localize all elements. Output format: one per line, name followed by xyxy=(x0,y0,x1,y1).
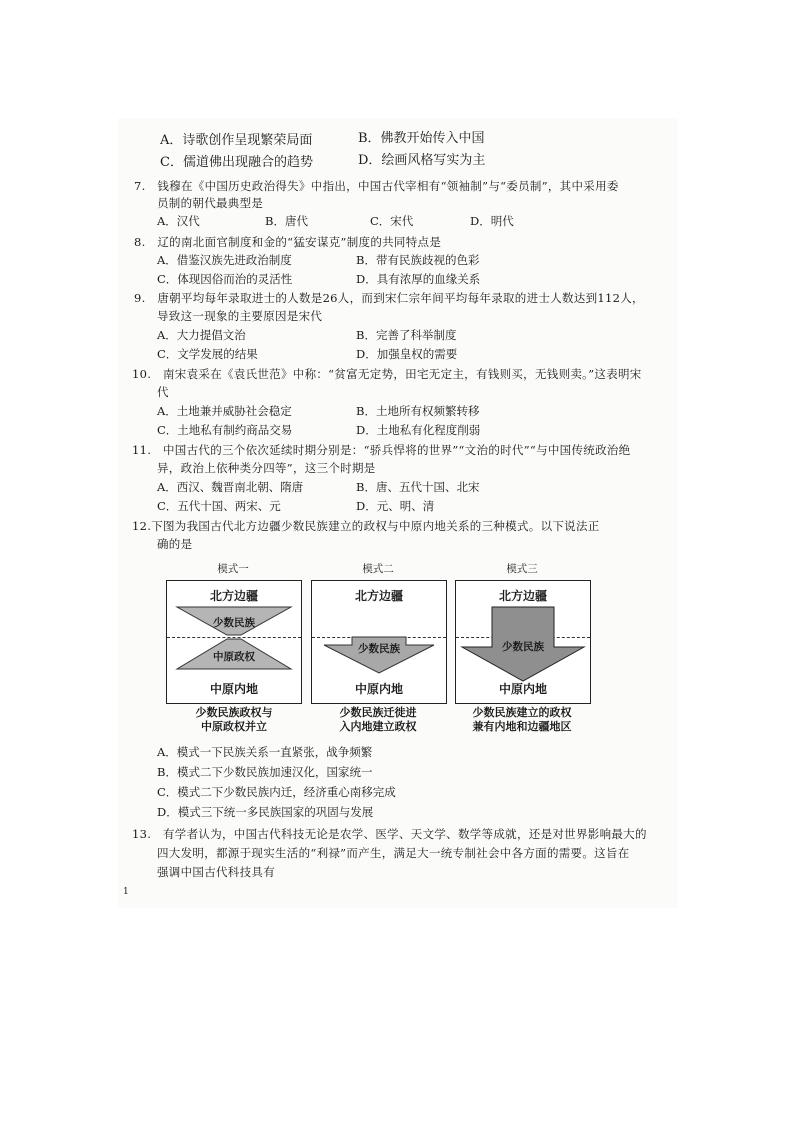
mode2-minority-label: 少数民族 xyxy=(358,643,400,655)
q11-stem-line1: 11. 中国古代的三个依次延续时期分别是：“骄兵悍将的世界”“文治的时代”“与中国传统政治绝 xyxy=(132,443,631,457)
q7-option-c: C．宋代 xyxy=(370,214,414,228)
q11-option-a: A．西汉、魏晋南北朝、隋唐 xyxy=(157,480,304,494)
q12-stem-line2: 确的是 xyxy=(157,537,193,551)
mode1-minority-label: 少数民族 xyxy=(213,617,255,629)
mode1-top-label: 北方边疆 xyxy=(209,589,258,603)
mode2-diagram xyxy=(311,580,447,704)
q13-stem-line2: 四大发明，都源于现实生活的“利禄”而产生，满足大一统专制社会中各方面的需要。这旨在 xyxy=(157,846,630,860)
mode1-central-label: 中原政权 xyxy=(213,651,255,663)
q12-option-b: B．模式二下少数民族加速汉化，国家统一 xyxy=(157,765,373,779)
q7-stem-line1: 7. 钱穆在《中国历史政治得失》中指出，中国古代宰相有“领袖制”与“委员制”，其中采用委 xyxy=(134,179,619,193)
page-number: 1 xyxy=(123,887,129,897)
q12-option-a: A．模式一下民族关系一直紧张，战争频繁 xyxy=(157,745,373,759)
mode1-bottom-label: 中原内地 xyxy=(209,682,258,696)
q9-stem-line2: 导致这一现象的主要原因是宋代 xyxy=(157,309,323,323)
q8-option-c: C．体现因俗而治的灵活性 xyxy=(157,272,293,286)
mode3-caption-line1: 少数民族建立的政权 xyxy=(472,706,572,719)
q12-option-c: C．模式二下少数民族内迁，经济重心南移完成 xyxy=(157,785,396,799)
q10-stem-line2: 代 xyxy=(157,385,169,399)
q7-option-b: B．唐代 xyxy=(265,214,308,228)
mode3-caption-line2: 兼有内地和边疆地区 xyxy=(472,720,572,733)
q11-option-d: D．元、明、清 xyxy=(356,499,435,513)
q11-stem-line2: 异，政治上依种类分四等”，这三个时期是 xyxy=(157,461,376,475)
mode1-caption-line2: 中原政权并立 xyxy=(201,720,267,733)
q12-option-d: D．模式三下统一多民族国家的巩固与发展 xyxy=(157,805,374,819)
q13-stem-line1: 13. 有学者认为，中国古代科技无论是农学、医学、天文学、数学等成就，还是对世界影响最大的 xyxy=(132,827,647,841)
q11-option-b: B．唐、五代十国、北宋 xyxy=(356,480,480,494)
q10-option-b: B．土地所有权频繁转移 xyxy=(356,404,480,418)
mode2-top-label: 北方边疆 xyxy=(354,589,403,603)
mode1-caption-line1: 少数民族政权与 xyxy=(195,706,273,719)
q10-stem-line1: 10. 南宋袁采在《袁氏世范》中称：“贫富无定势，田宅无定主，有钱则买，无钱则卖。”这表明宋 xyxy=(132,367,642,381)
q6-option-c: C．儒道佛出现融合的趋势 xyxy=(160,155,313,170)
mode3-minority-label: 少数民族 xyxy=(502,641,544,653)
q6-option-b: B．佛教开始传入中国 xyxy=(358,131,485,146)
q10-option-a: A．土地兼并威胁社会稳定 xyxy=(157,404,292,418)
mode2-caption-line2: 入内地建立政权 xyxy=(339,720,417,733)
q13-stem-line3: 强调中国古代科技具有 xyxy=(157,865,275,879)
q9-stem-line1: 9. 唐朝平均每年录取进士的人数是26人，而到宋仁宗年间平均每年录取的进士人数达到112人， xyxy=(134,291,644,305)
q6-option-a: A．诗歌创作呈现繁荣局面 xyxy=(160,133,313,148)
mode3-diagram xyxy=(455,580,591,704)
q6-option-d: D．绘画风格写实为主 xyxy=(358,153,486,168)
q8-option-d: D．具有浓厚的血缘关系 xyxy=(356,272,481,286)
q11-option-c: C．五代十国、两宋、元 xyxy=(157,499,281,513)
q9-option-c: C．文学发展的结果 xyxy=(157,347,258,361)
mode2-bottom-label: 中原内地 xyxy=(354,682,403,696)
q10-option-c: C．土地私有制约商品交易 xyxy=(157,423,293,437)
mode2-caption-line1: 少数民族迁徙进 xyxy=(339,706,417,719)
q9-option-a: A．大力提倡文治 xyxy=(157,328,246,342)
q9-option-d: D．加强皇权的需要 xyxy=(356,347,458,361)
q8-option-a: A．借鉴汉族先进政治制度 xyxy=(157,253,292,267)
q12-stem-line1: 12.下图为我国古代北方边疆少数民族建立的政权与中原内地关系的三种模式。以下说法正 xyxy=(132,519,600,533)
q7-option-a: A．汉代 xyxy=(157,214,200,228)
mode3-bottom-label: 中原内地 xyxy=(498,682,547,696)
q10-option-d: D．土地私有化程度削弱 xyxy=(356,423,481,437)
q8-option-b: B．带有民族歧视的色彩 xyxy=(356,253,480,267)
mode3-title: 模式三 xyxy=(506,563,538,575)
mode1-diagram xyxy=(166,580,302,704)
mode1-title: 模式一 xyxy=(217,563,249,575)
q7-stem-line2: 员制的朝代最典型是 xyxy=(157,196,264,210)
q7-option-d: D．明代 xyxy=(470,214,514,228)
q8-stem: 8. 辽的南北面官制度和金的“猛安谋克”制度的共同特点是 xyxy=(134,235,442,249)
mode2-title: 模式二 xyxy=(362,563,394,575)
q9-option-b: B．完善了科举制度 xyxy=(356,328,457,342)
mode3-top-label: 北方边疆 xyxy=(498,589,547,603)
